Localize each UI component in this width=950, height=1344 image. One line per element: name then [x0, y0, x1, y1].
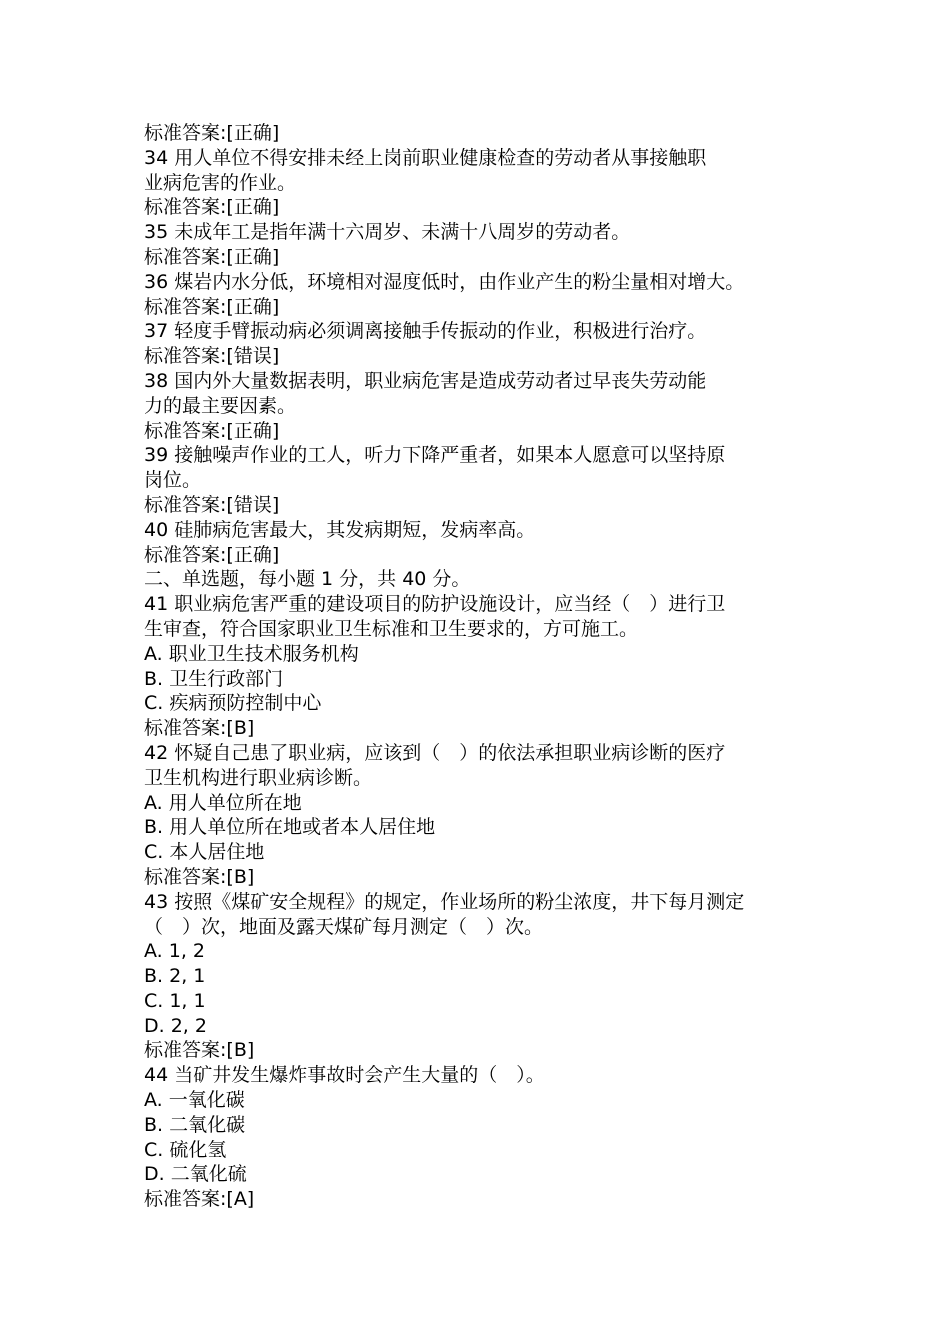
option-43-b: B. 2, 1 — [144, 965, 206, 988]
answer-35: 标准答案:[正确] — [144, 245, 280, 268]
option-44-c: C. 硫化氢 — [144, 1138, 227, 1161]
question-35: 35 未成年工是指年满十六周岁、未满十八周岁的劳动者。 — [144, 221, 631, 244]
question-43-cont: （ ）次，地面及露天煤矿每月测定（ ）次。 — [144, 915, 544, 938]
question-40: 40 硅肺病危害最大，其发病期短，发病率高。 — [144, 518, 536, 541]
question-44: 44 当矿井发生爆炸事故时会产生大量的（ ）。 — [144, 1064, 545, 1087]
answer-34: 标准答案:[正确] — [144, 196, 280, 219]
question-42: 42 怀疑自己患了职业病，应该到（ ）的依法承担职业病诊断的医疗 — [144, 741, 726, 764]
option-43-a: A. 1, 2 — [144, 940, 205, 963]
question-41-cont: 生审查，符合国家职业卫生标准和卫生要求的，方可施工。 — [144, 617, 639, 640]
option-43-c: C. 1, 1 — [144, 989, 206, 1012]
question-41: 41 职业病危害严重的建设项目的防护设施设计，应当经（ ）进行卫 — [144, 593, 726, 616]
answer-40: 标准答案:[正确] — [144, 543, 280, 566]
question-34-cont: 业病危害的作业。 — [144, 171, 297, 194]
option-44-a: A. 一氧化碳 — [144, 1089, 245, 1112]
question-37: 37 轻度手臂振动病必须调离接触手传振动的作业，积极进行治疗。 — [144, 320, 707, 343]
option-43-d: D. 2, 2 — [144, 1014, 207, 1037]
answer-42: 标准答案:[B] — [144, 865, 255, 888]
section-heading: 二、单选题，每小题 1 分，共 40 分。 — [144, 568, 471, 591]
answer-39: 标准答案:[错误] — [144, 493, 280, 516]
option-42-b: B. 用人单位所在地或者本人居住地 — [144, 816, 436, 839]
answer-43: 标准答案:[B] — [144, 1039, 255, 1062]
option-44-d: D. 二氧化硫 — [144, 1163, 247, 1186]
question-36: 36 煤岩内水分低，环境相对湿度低时，由作业产生的粉尘量相对增大。 — [144, 270, 745, 293]
answer-line: 标准答案:[正确] — [144, 122, 280, 144]
answer-38: 标准答案:[正确] — [144, 419, 280, 442]
document-body — [144, 121, 834, 1212]
question-39: 39 接触噪声作业的工人，听力下降严重者，如果本人愿意可以坚持原 — [144, 444, 726, 467]
option-41-a: A. 职业卫生技术服务机构 — [144, 642, 359, 665]
question-38-cont: 力的最主要因素。 — [144, 394, 297, 417]
question-43: 43 按照《煤矿安全规程》的规定，作业场所的粉尘浓度，井下每月测定 — [144, 890, 745, 913]
question-38: 38 国内外大量数据表明，职业病危害是造成劳动者过早丧失劳动能 — [144, 369, 707, 392]
option-41-b: B. 卫生行政部门 — [144, 667, 284, 690]
question-42-cont: 卫生机构进行职业病诊断。 — [144, 766, 373, 789]
option-41-c: C. 疾病预防控制中心 — [144, 692, 322, 715]
answer-41: 标准答案:[B] — [144, 717, 255, 740]
option-44-b: B. 二氧化碳 — [144, 1113, 246, 1136]
option-42-c: C. 本人居住地 — [144, 841, 265, 864]
answer-44: 标准答案:[A] — [144, 1188, 255, 1211]
answer-36: 标准答案:[正确] — [144, 295, 280, 318]
answer-37: 标准答案:[错误] — [144, 345, 280, 368]
option-42-a: A. 用人单位所在地 — [144, 791, 302, 814]
question-39-cont: 岗位。 — [144, 469, 202, 492]
question-34: 34 用人单位不得安排未经上岗前职业健康检查的劳动者从事接触职 — [144, 146, 707, 169]
